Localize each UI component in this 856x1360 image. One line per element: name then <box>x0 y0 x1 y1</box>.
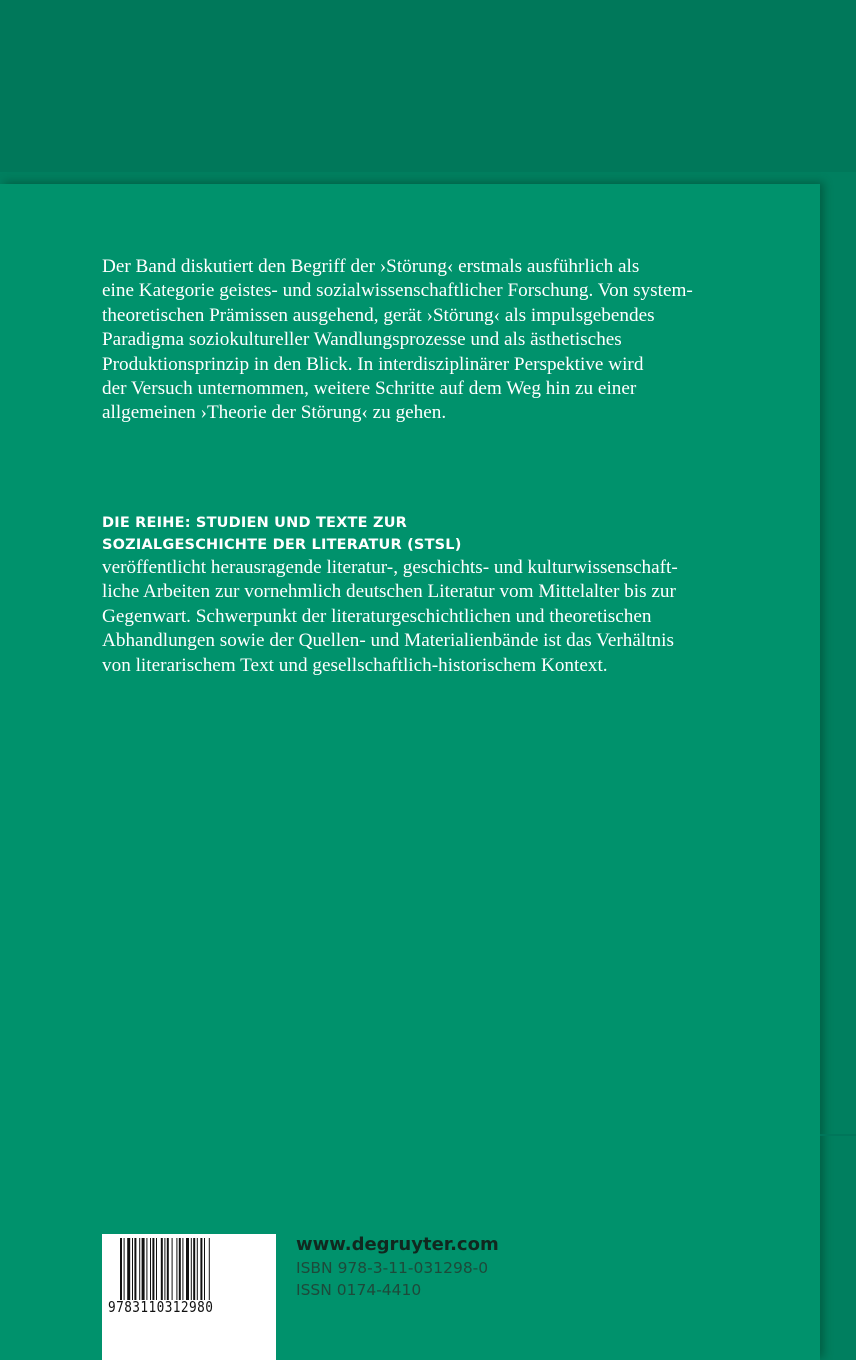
description-line: eine Kategorie geistes- und sozialwissenschaftlicher Forschung. Von system- <box>102 280 693 302</box>
barcode-bar <box>209 1238 210 1300</box>
publisher-url: www.degruyter.com <box>296 1234 499 1255</box>
issn: ISSN 0174-4410 <box>296 1281 422 1299</box>
barcode-bar <box>200 1238 202 1300</box>
barcode-bar <box>120 1238 122 1300</box>
isbn: ISBN 978-3-11-031298-0 <box>296 1259 489 1277</box>
series-line: veröffentlicht herausragende literatur-, geschichts- und kulturwissenschaft- <box>102 557 678 578</box>
barcode-bar <box>191 1238 192 1300</box>
description-line: der Versuch unternommen, weitere Schritte auf dem Weg hin zu einer <box>102 378 637 400</box>
barcode-bar <box>172 1238 173 1300</box>
barcode-bar <box>156 1238 157 1300</box>
barcode-bar <box>204 1238 205 1300</box>
barcode-bar <box>176 1238 177 1300</box>
barcode-bar <box>167 1238 169 1300</box>
book-description <box>102 255 742 426</box>
barcode-bar <box>132 1238 133 1300</box>
barcode-bar <box>146 1238 147 1300</box>
barcode-bar <box>179 1238 181 1300</box>
description-line: Produktionsprinzip in den Blick. In interdisziplinärer Perspektive wird <box>102 353 644 375</box>
barcode-bars <box>120 1238 266 1300</box>
series-description <box>102 512 742 678</box>
publisher-info <box>296 1233 499 1301</box>
barcode-bar <box>182 1238 183 1300</box>
barcode-bar <box>150 1238 151 1300</box>
edge-divider <box>820 1134 856 1136</box>
barcode-bar <box>164 1238 165 1300</box>
series-heading-line: DIE REIHE: STUDIEN UND TEXTE ZUR <box>102 515 408 531</box>
barcode-bar <box>124 1238 125 1300</box>
barcode-bar <box>134 1238 136 1300</box>
description-line: allgemeinen ›Theorie der Störung‹ zu gehen. <box>102 402 447 424</box>
barcode-bar <box>127 1238 130 1300</box>
barcode-bar <box>152 1238 154 1300</box>
barcode-number: 9783110312980 <box>108 1298 214 1316</box>
barcode <box>102 1234 276 1360</box>
series-heading-line: SOZIALGESCHICHTE DER LITERATUR (STSL) <box>102 537 462 553</box>
top-band <box>0 0 856 172</box>
barcode-bar <box>197 1238 198 1300</box>
series-line: Abhandlungen sowie der Quellen- und Materialienbände ist das Verhältnis <box>102 630 674 652</box>
barcode-bar <box>193 1238 195 1300</box>
description-line: Der Band diskutiert den Begriff der ›Störung‹ erstmals ausführlich als <box>102 256 640 277</box>
description-line: theoretischen Prämissen ausgehend, gerät ›Störung‹ als impulsgebendes <box>102 304 655 326</box>
barcode-bar <box>139 1238 140 1300</box>
barcode-bar <box>142 1238 145 1300</box>
description-line: Paradigma soziokultureller Wandlungsprozesse und als ästhetisches <box>102 329 622 351</box>
series-line: liche Arbeiten zur vornehmlich deutschen Literatur vom Mittelalter bis zur <box>102 581 676 603</box>
barcode-bar <box>161 1238 163 1300</box>
series-heading <box>102 512 742 556</box>
series-line: Gegenwart. Schwerpunkt der literaturgeschichtlichen und theoretischen <box>102 605 652 627</box>
series-line: von literarischem Text und gesellschaftlich-historischem Kontext. <box>102 654 608 676</box>
barcode-bar <box>186 1238 189 1300</box>
